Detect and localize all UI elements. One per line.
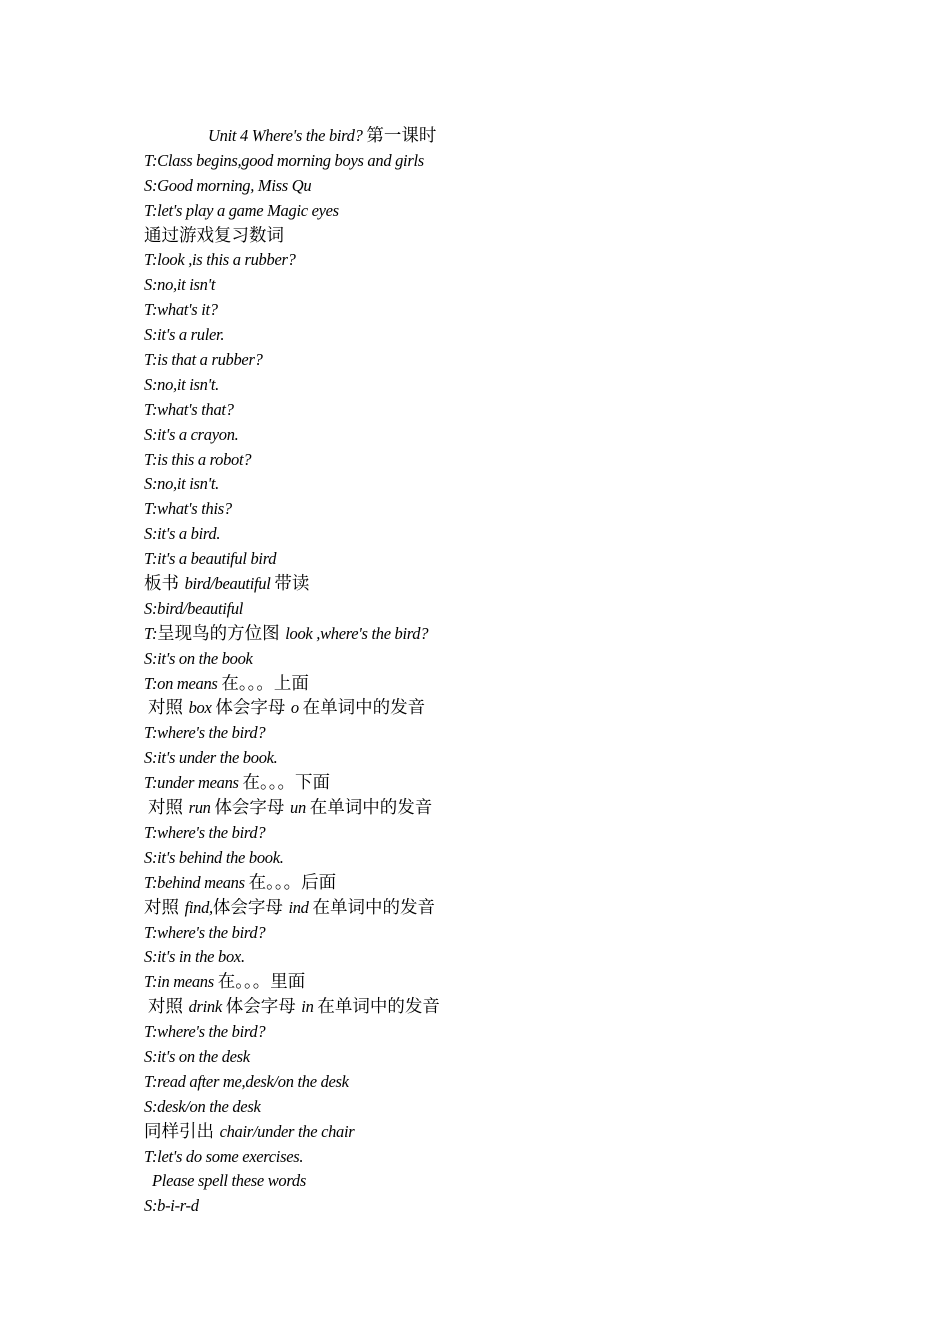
line-segment-english: T:read after me,desk/on the desk <box>144 1071 349 1091</box>
line-segment-english: in <box>301 997 318 1017</box>
line-segment-english: T:look ,is this a rubber? <box>144 250 296 270</box>
line-segment-chinese: 同样引出 <box>144 1121 220 1142</box>
line-segment-chinese: 体会字母 <box>212 897 289 918</box>
dialogue-line <box>144 248 844 273</box>
line-segment-chinese: 对照 <box>148 698 189 719</box>
dialogue-line <box>144 199 844 224</box>
line-segment-english: S:it's a ruler. <box>144 325 225 345</box>
line-segment-chinese: 通过游戏复习数词 <box>144 225 284 246</box>
dialogue-line <box>144 149 844 174</box>
dialogue-line <box>144 497 844 522</box>
line-segment-english: chair/under the chair <box>219 1121 355 1141</box>
line-segment-english: S:no,it isn't <box>144 275 216 295</box>
line-segment-english: S:b-i-r-d <box>144 1196 199 1216</box>
line-segment-english: T:where's the bird? <box>144 1022 266 1042</box>
document-title-en: Unit 4 Where's the bird? <box>208 126 367 145</box>
dialogue-line <box>144 1020 844 1045</box>
dialogue-line <box>144 647 844 672</box>
dialogue-line <box>144 921 844 946</box>
line-segment-english: T:under means <box>144 773 243 793</box>
line-segment-english: S:Good morning, Miss Qu <box>144 175 312 195</box>
line-segment-chinese: 在。。。下面 <box>242 773 330 794</box>
line-segment-english: S:bird/beautiful <box>144 598 244 618</box>
dialogue-line <box>144 1194 844 1219</box>
line-segment-chinese: 在。。。后面 <box>248 872 337 893</box>
line-segment-english: T:where's the bird? <box>144 723 266 743</box>
line-segment-english: S:it's in the box. <box>144 947 245 967</box>
line-segment-english: T:it's a beautiful bird <box>144 549 277 569</box>
line-segment-english: T:on means <box>144 673 222 693</box>
lesson-plan-body <box>144 124 844 1219</box>
line-segment-english: T:behind means <box>144 872 249 892</box>
line-segment-english: find, <box>184 897 213 917</box>
line-segment-chinese: 体会字母 <box>215 698 291 719</box>
line-segment-english: T:in means <box>144 972 218 992</box>
line-segment-english: bird/beautiful <box>184 574 275 594</box>
dialogue-line <box>144 174 844 199</box>
dialogue-line <box>144 423 844 448</box>
line-segment-chinese: 带读 <box>274 574 310 595</box>
document-title-zh: 第一课时 <box>366 126 437 146</box>
dialogue-line <box>144 896 844 921</box>
line-segment-chinese: 对照 <box>148 997 189 1018</box>
dialogue-line <box>144 1095 844 1120</box>
line-segment-english: T:what's that? <box>144 399 234 419</box>
dialogue-line <box>144 522 844 547</box>
line-segment-english: T:Class begins,good morning boys and girls <box>144 150 424 170</box>
line-segment-english: run <box>188 798 215 818</box>
line-segment-english: T: <box>144 623 158 643</box>
line-segment-english: T:what's this? <box>144 499 232 519</box>
dialogue-line <box>144 1169 844 1194</box>
dialogue-line <box>144 995 844 1020</box>
line-segment-english: Please spell these words <box>152 1171 306 1191</box>
line-segment-english: S:no,it isn't. <box>144 474 219 494</box>
dialogue-line <box>144 846 844 871</box>
line-segment-english: S:it's a bird. <box>144 524 221 544</box>
line-segment-chinese: 板书 <box>144 574 185 595</box>
line-segment-english: T:let's play a game Magic eyes <box>144 200 339 220</box>
line-segment-chinese: 在单词中的发音 <box>317 997 440 1018</box>
line-segment-english: T:what's it? <box>144 300 218 320</box>
dialogue-line <box>144 1120 844 1145</box>
dialogue-line <box>144 1045 844 1070</box>
line-segment-english: T:is that a rubber? <box>144 350 263 370</box>
line-segment-english: T:where's the bird? <box>144 822 266 842</box>
dialogue-lines <box>144 149 844 1219</box>
dialogue-line <box>144 771 844 796</box>
line-segment-chinese: 在。。。里面 <box>217 972 306 993</box>
line-segment-chinese: 呈现鸟的方位图 <box>157 623 286 644</box>
line-segment-chinese: 对照 <box>148 798 189 819</box>
line-segment-chinese: 对照 <box>144 897 185 918</box>
dialogue-line <box>144 547 844 572</box>
dialogue-line <box>144 373 844 398</box>
line-segment-english: drink <box>188 997 226 1017</box>
line-segment-english: S:it's under the book. <box>144 748 278 768</box>
line-segment-english: T:let's do some exercises. <box>144 1146 304 1166</box>
dialogue-line <box>144 472 844 497</box>
line-segment-english: T:is this a robot? <box>144 449 252 469</box>
dialogue-line <box>144 572 844 597</box>
dialogue-line <box>144 298 844 323</box>
dialogue-line <box>144 597 844 622</box>
line-segment-chinese: 在单词中的发音 <box>302 698 426 719</box>
line-segment-chinese: 在单词中的发音 <box>309 798 433 819</box>
dialogue-line <box>144 696 844 721</box>
dialogue-line <box>144 746 844 771</box>
line-segment-english: S:desk/on the desk <box>144 1096 261 1116</box>
line-segment-english: look ,where's the bird? <box>285 623 429 643</box>
document-title <box>144 124 844 149</box>
dialogue-line <box>144 871 844 896</box>
dialogue-line <box>144 224 844 249</box>
line-segment-english: S:it's behind the book. <box>144 847 284 867</box>
line-segment-english: T:where's the bird? <box>144 922 266 942</box>
dialogue-line <box>144 323 844 348</box>
dialogue-line <box>144 273 844 298</box>
line-segment-english: o <box>290 698 303 718</box>
line-segment-english: S:it's on the desk <box>144 1046 250 1066</box>
line-segment-english: ind <box>288 897 313 917</box>
dialogue-line <box>144 1145 844 1170</box>
dialogue-line <box>144 448 844 473</box>
dialogue-line <box>144 1070 844 1095</box>
dialogue-line <box>144 398 844 423</box>
line-segment-english: un <box>290 798 310 818</box>
line-segment-english: S:no,it isn't. <box>144 374 219 394</box>
dialogue-line <box>144 970 844 995</box>
line-segment-chinese: 体会字母 <box>225 997 302 1018</box>
line-segment-chinese: 在。。。上面 <box>221 673 309 694</box>
line-segment-english: S:it's on the book <box>144 648 253 668</box>
dialogue-line <box>144 721 844 746</box>
dialogue-line <box>144 821 844 846</box>
dialogue-line <box>144 945 844 970</box>
dialogue-line <box>144 796 844 821</box>
dialogue-line <box>144 622 844 647</box>
line-segment-chinese: 在单词中的发音 <box>312 897 435 918</box>
dialogue-line <box>144 672 844 697</box>
line-segment-english: S:it's a crayon. <box>144 424 239 444</box>
dialogue-line <box>144 348 844 373</box>
line-segment-chinese: 体会字母 <box>214 798 290 819</box>
line-segment-english: box <box>188 698 216 718</box>
